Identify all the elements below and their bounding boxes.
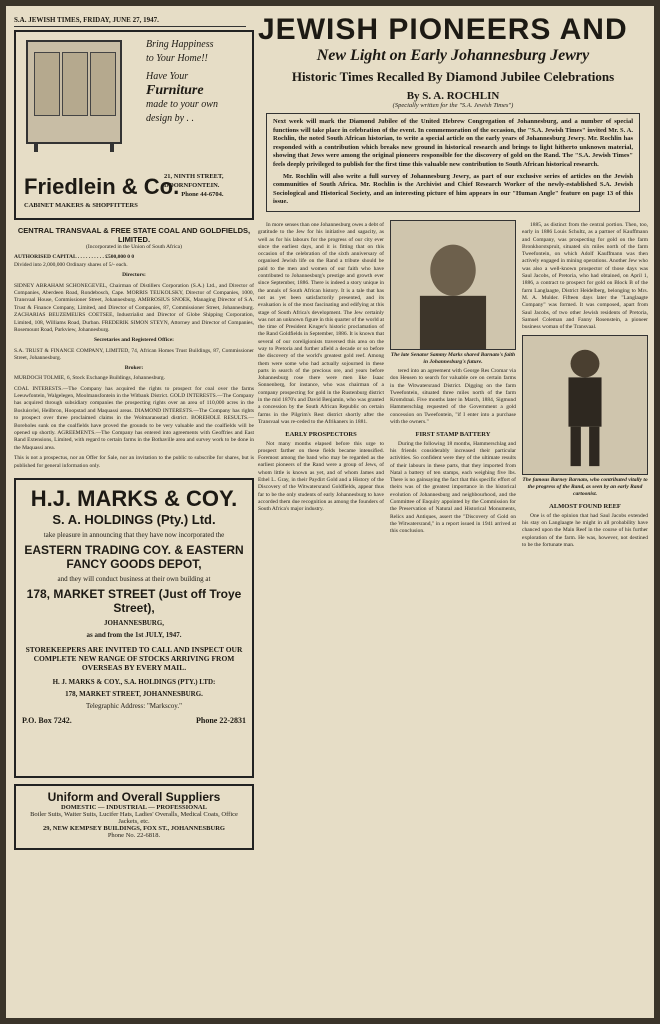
photo-caption-barnato: The famous Barney Barnato, who contributed vitally to the progress of the Rand, as seen by an early Rand cartoonist. [522, 477, 648, 498]
article-subtitle: New Light on Early Johannesburg Jewry [316, 47, 590, 64]
article-byline: By S. A. ROCHLIN [406, 90, 500, 102]
cabinet-illustration [26, 40, 122, 144]
furniture-slogan: Bring Happiness to Your Home!! Have Your Furniture made to your own design by . . [146, 39, 218, 124]
friedlein-address: 21, NINTH STREET, DOORNFONTEIN. Phone 44-6704. [164, 173, 224, 198]
marks-advertisement: H.J. MARKS & COY. S. A. HOLDINGS (Pty.) Ltd. take pleasure in announcing that they have now incorporated the EASTERN TRADING COY. & EASTERN FANCY GOODS DEPOT, and they will conduct business at their own building at 178, MARKET STREET (Just off Troye Street), JOHANNESBURG, as and from the 1st JULY, 1947. STOREKEEPERS ARE INVITED TO CALL AND INSPECT OUR COMPLETE NEW RANGE OF STOCKS ARRIVING FROM OVERSEAS BY EVERY MAIL. H. J. MARKS & COY., S.A. HOLDINGS (PTY.) LTD: 178, MARKET STREET, JOHANNESBURG. Telegraphic Address: "Markscoy." P.O. Box 7242. Phone 22-2831 [14, 478, 254, 778]
running-head [14, 16, 246, 27]
prospectus-notice: CENTRAL TRANSVAAL & FREE STATE COAL AND GOLDFIELDS, LIMITED. (Incorporated in the Union of South Africa) AUTHORISED CAPITAL . . . . . . . . . . £500,000 0 0 Divided into 2,000,000 Ordinary shares of 5/- each. Directors: SIDNEY ABRAHAM SCHONEGEVEL, Chairman of Distillers Corporation (S.A.) Ltd., and Director of Companies, Aberdeen Road, Rondebosch, Cape. MORRIS TEUKOLSKY, Director of Companies, 1000, Transvaal House, Commissioner Street, Johannesburg. AMBROSIUS SNOEK, Managing Director of S.A. Trust & Finance Company, Limited, and Director of Companies, 87, Commissioner Street, Johannesburg. ZACHARIAS BEUZEMEURS COETSEE, Industrialist and Director of Globe Shipping Corporation, Limited, 108, Williams Road, Durban. FREDERIK SIMON STEYN, Attorney and Director of Companies, Rosemount Road, Parkview, Johannesburg. Secretaries and Registered Office: S.A. TRUST & FINANCE COMPANY, LIMITED, 74, African Homes Trust Buildings, 87, Commissioner Street, Johannesburg. Broker: MURDOCH TOLMIE, 6, Stock Exchange Buildings, Johannesburg. COAL INTERESTS.—The Company has acquired the rights to prospect for coal over the farms Leeuwfontein, Walgelegen, Moolmansfontein in the Witbank District. GOLD INTERESTS.—The Company has acquired through subsidiary companies the prospecting rights over an area of 110,000 acres in the Bosluisvlei, Heilbron, Hoopstad and Maquassi areas. DIAMOND INTERESTS.—The Company has rights to prospect over three proclaimed claims in the Wolmaransstad district. BOREHOLE RESULTS.—Boreholes sunk on the coalfields have proved the grounds to be very valuable and the coalfields will be opened up shortly. AGREEMENTS.—The Company has entered into agreements with Geoffries and East Rand Extensions, Limited, with regard to certain farms in the Bothaville area and survey work to be done in the Maquassi area. This is not a prospectus, nor an Offer for Sale, nor an invitation to the public to subscribe for shares, but is published for general information only. [14, 226, 254, 469]
sammy-marks-photo [390, 220, 516, 350]
furniture-advertisement [14, 30, 254, 220]
article-column-3: 1885, as distinct from the central portion. Then, too, early in 1886 Louis Schultz, as a partner of Kauffmann and Company, was prospecting for gold on the farm Bronkhorstspruit, situated six miles north of the farm Tweefontein, on which Adolf Kauffmann was then actively engaged in mining operations. Another Jew who was also a well-known prospector of those days was Saul Jacobs, of Pretoria, who had obtained, on April 1, 1886, a contract to prospect for gold on Block B of the farm Langlaagte, District Heidelberg, belonging to Mrs. M. A. Mulder. Fifteen days later the "Langlaagte Company" was formed. It was composed, apart from Saul Jacobs, of two other Jewish residents of Pretoria, Samuel Coleman and Fanny Rosenstein, a pioneer business woman of the Transvaal. The famous Barney Barnato, who contributed vitally to the progress of the Rand, as seen by an early Rand cartoonist. ALMOST FOUND REEF One is of the opinion that had Saul Jacobs extended his stay on Langlaagte he might in all probability have chanced upon the Main Reef in the course of his further exploration of the farm. He was, however, not destined to be the fortunate man. [522, 221, 648, 548]
running-head-text: S.A. JEWISH TIMES, FRIDAY, JUNE 27, 1947. [14, 16, 159, 24]
article-column-2: The late Senator Sammy Marks shared Barnato's faith in Johannesburg's future. tered into an agreement with George Res Cromar via don Heusen to search for valuable ore on certain farms in the Witwatersrand District. Digging on the farm Tweefontein, situated three miles north of the farm Kromdraai. Five months later in March, 1884, Sigmund Hammerschlag requested of the Government a gold concession on Tweefontein, "if I enter into a purchase with the owners." FIRST STAMP BATTERY During the following 18 months, Hammerschlag and his friends considerably increased their particular activities. So confident were they of the ultimate results of their labours in these parts, that they imported from Natal a battery of ten stamps, each weighing five lbs. There is no gainsaying the fact that this specific effort of theirs was of the greatest importance in the historical evolution of Johannesburg and neighbourhood, and the Committee of Enquiry appointed by the Commission for the Preservation of Natural and Historical Monuments, Relics and Antiques, assert the "Discovery of Gold on the Witwatersrand," in a report issued in 1941 arrived at this conclusion. [390, 220, 516, 549]
photo-caption-marks: The late Senator Sammy Marks shared Barnato's faith in Johannesburg's future. [390, 351, 516, 365]
barnato-cartoon [522, 335, 648, 475]
article-credit: (Specially written for the "S.A. Jewish Times") [392, 102, 514, 109]
prospectus-title: CENTRAL TRANSVAAL & FREE STATE COAL AND GOLDFIELDS, LIMITED. [17, 226, 251, 244]
marks-name: H.J. MARKS & COY. [30, 485, 238, 511]
article-columns [258, 220, 648, 549]
article [258, 14, 648, 549]
friedlein-tagline: CABINET MAKERS & SHOPFITTERS [24, 202, 138, 209]
left-column [14, 30, 254, 850]
article-intro-box: Next week will mark the Diamond Jubilee of the United Hebrew Congregation of Johannesburg, and a number of special functions will take place in celebration of the event. In commemoration of the occasion, the "S.A. Jewish Times" invited Mr. S. A. Rochlin, the noted South African historian, to write a special article on the early years of Johannesburg Jewry. Mr. Rochlin has responded with a contribution which breaks new ground in historical research and brings to light hitherto unknown material, showing that Jews were among the original pioneers responsible for the discovery of gold on the Rand. The "S.A. Jewish Times" feels deeply privileged to publish for the first time this valuable new contribution to South African historical research. Mr. Rochlin will also write a full survey of Johannesburg Jewry, as part of our exclusive series of articles on the Jewish communities of South Africa. Mr. Rochlin is the Archivist and Chief Research Worker of the newly-established S.A. Jewish Sociological and Historical Society, and an interesting picture of him appears in our "Human Angle" feature on page 13 of this issue. [266, 113, 640, 212]
article-masthead: JEWISH PIONEERS AND [258, 13, 628, 46]
article-column-1: In more senses than one Johannesburg owes a debt of gratitude to the Jew for his initiative and sagacity, as well as for his labours for the progress of our city ever since the earliest days, and it is fitting that on this occasion of the celebration of the sixth anniversary of organised Jewish life on the Rand a tribute should be paid to the men and women of our faith who have contributed to Johannesburg's prestige and growth ever since September, 1886. There is indeed a story unique in the annals of South African history. It is a tale that has not as yet been satisfactorily presented, and its evaluation is of the most fascinating and edifying at this stage of South Africa's development. The Jew certainly was not an unknown figure in this quarter of the world at the time of President Kruger's historic proclamation of the Rand Goldfields in September, 1886. It is known that several of our coreligionists traversed this area on the way to Pretoria and further afield a decade or so before the discovery of the world's greatest gold reef. Among them were some who had actually sojourned in these parts in search of the precious ore, and years before Johannesburg rose there were men like Isaac Sonnenberg, for instance, who was chairman of a company prospecting for gold in the Rustenburg district in the mid 1870's and David Benjamin, who was granted a concession by the South African Republic on certain farms in the Pilgrim's Rest district shortly after the Transvaal was re-ceded to the Afrikaners in 1881. EARLY PROSPECTORS Not many months elapsed before this urge to prospect farther on these fields became intensified. Foremost among the band who may be regarded as the earliest pioneers of the Rand were a group of Jews, of whom little is known as yet, and of whom James and Ethel L. Gray, in their Paydirt Gold and a History of the Discovery of the Witwatersrand Goldfields, appear thus far to be the only students of early Johannesburg to have accorded them due recognition as among the founders of South Africa's major industry. [258, 221, 384, 513]
uniform-advertisement: Uniform and Overall Suppliers DOMESTIC — INDUSTRIAL — PROFESSIONAL Boiler Suits, Waiter Suits, Lucifer Hats, Ladies' Overalls, Medical Coats, Office Jackets, etc. 29, NEW KEMPSEY BUILDINGS, FOX ST., JOHANNESBURG Phone No. 22-6818. [14, 784, 254, 850]
newspaper-page [6, 6, 654, 1018]
friedlein-company-name: Friedlein & Co. [24, 174, 180, 199]
article-subhead: Historic Times Recalled By Diamond Jubilee Celebrations [291, 69, 615, 84]
